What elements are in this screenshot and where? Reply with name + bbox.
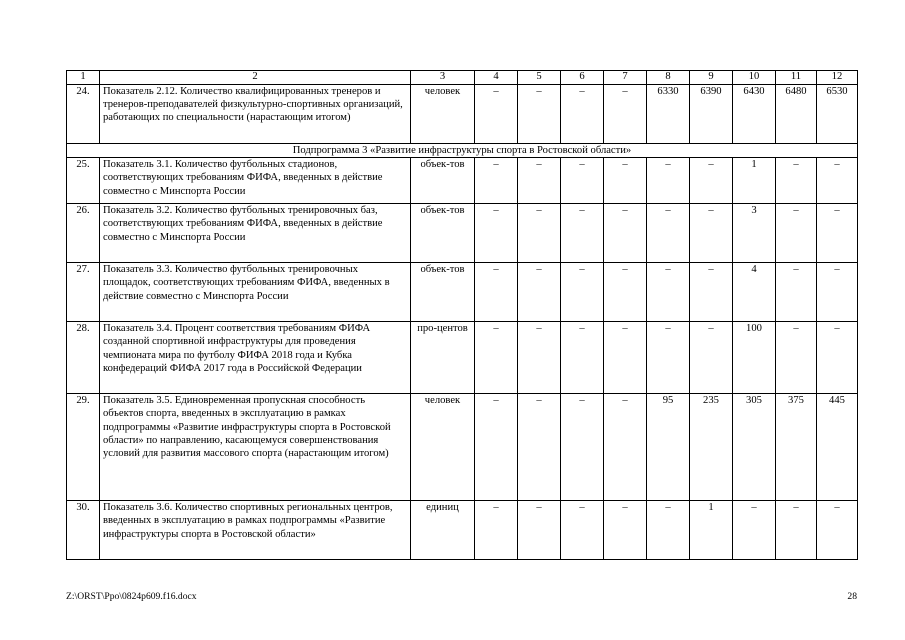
value-cell: – [817,204,858,263]
value-cell: – [518,501,561,560]
value-cell: 4 [733,263,776,322]
column-number-row [67,71,858,85]
table-row [67,394,858,501]
unit-cell: единиц [411,501,475,560]
value-cell: – [817,501,858,560]
value-cell: – [776,322,817,394]
value-cell: – [647,322,690,394]
column-number: 7 [604,71,647,85]
value-cell: – [604,322,647,394]
unit-cell: про-центов [411,322,475,394]
unit-cell: объек-тов [411,263,475,322]
row-number: 30. [67,501,100,560]
row-number: 26. [67,204,100,263]
value-cell: – [690,263,733,322]
table-row [67,322,858,394]
column-number: 6 [561,71,604,85]
value-cell: – [518,322,561,394]
value-cell: – [817,263,858,322]
value-cell: – [561,394,604,501]
value-cell: 375 [776,394,817,501]
indicator-name: Показатель 3.5. Единовременная пропускная способность объектов спорта, введенных в эксплуатацию в рамках подпрограммы «Развитие инфраструктуры спорта в Ростовской области» по направлению, касающемуся совершенствования условий для развития массового спорта (нарастающим итогом) [100,394,411,501]
column-number: 5 [518,71,561,85]
column-number: 4 [475,71,518,85]
value-cell: 235 [690,394,733,501]
row-number: 25. [67,158,100,204]
value-cell: 6480 [776,85,817,144]
table-row [67,501,858,560]
row-number: 29. [67,394,100,501]
value-cell: – [518,263,561,322]
column-number: 2 [100,71,411,85]
value-cell: 305 [733,394,776,501]
row-number: 24. [67,85,100,144]
value-cell: – [561,501,604,560]
value-cell: – [604,204,647,263]
value-cell: – [817,322,858,394]
value-cell: – [604,158,647,204]
row-number: 28. [67,322,100,394]
value-cell: – [604,394,647,501]
file-path: Z:\ORST\Ppo\0824p609.f16.docx [66,591,197,602]
value-cell: – [561,158,604,204]
value-cell: – [647,263,690,322]
value-cell: – [518,158,561,204]
value-cell: – [690,322,733,394]
indicator-name: Показатель 3.4. Процент соответствия требованиям ФИФА созданной спортивной инфраструктуры для проведения чемпионата мира по футболу ФИФА 2018 года и Кубка конфедераций ФИФА 2017 года в Российской Федерации [100,322,411,394]
unit-cell: человек [411,85,475,144]
indicator-name: Показатель 3.3. Количество футбольных тренировочных площадок, соответствующих требованиям ФИФА, введенных в действие совместно с Минспорта России [100,263,411,322]
value-cell: – [647,501,690,560]
value-cell: – [561,322,604,394]
value-cell: – [518,204,561,263]
row-number: 27. [67,263,100,322]
indicator-name: Показатель 3.6. Количество спортивных региональных центров, введенных в эксплуатацию в рамках подпрограммы «Развитие инфраструктуры спорта в Ростовской области» [100,501,411,560]
value-cell: – [561,85,604,144]
value-cell: – [604,85,647,144]
value-cell: 95 [647,394,690,501]
value-cell: – [647,204,690,263]
unit-cell: человек [411,394,475,501]
value-cell: – [733,501,776,560]
unit-cell: объек-тов [411,158,475,204]
value-cell: – [776,158,817,204]
value-cell: – [475,204,518,263]
value-cell: – [776,501,817,560]
value-cell: – [690,158,733,204]
indicator-name: Показатель 3.1. Количество футбольных стадионов, соответствующих требованиям ФИФА, введенных в действие совместно с Минспорта России [100,158,411,204]
column-number: 9 [690,71,733,85]
value-cell: 1 [690,501,733,560]
value-cell: – [518,85,561,144]
value-cell: – [518,394,561,501]
value-cell: – [604,501,647,560]
table-row [67,85,858,144]
value-cell: 3 [733,204,776,263]
value-cell: – [475,263,518,322]
value-cell: – [475,158,518,204]
column-number: 11 [776,71,817,85]
column-number: 8 [647,71,690,85]
table-row [67,204,858,263]
subprogram-title: Подпрограмма 3 «Развитие инфраструктуры спорта в Ростовской области» [67,144,858,158]
column-number: 1 [67,71,100,85]
unit-cell: объек-тов [411,204,475,263]
value-cell: 1 [733,158,776,204]
value-cell: – [647,158,690,204]
value-cell: – [776,263,817,322]
indicator-name: Показатель 2.12. Количество квалифицированных тренеров и тренеров-преподавателей физкультурно-спортивных организаций, работающих по специальности (нарастающим итогом) [100,85,411,144]
value-cell: – [475,501,518,560]
value-cell: 445 [817,394,858,501]
value-cell: 100 [733,322,776,394]
page-number: 28 [847,591,857,602]
subprogram-header-row [67,144,858,158]
value-cell: 6390 [690,85,733,144]
column-number: 10 [733,71,776,85]
value-cell: – [690,204,733,263]
value-cell: – [561,204,604,263]
value-cell: – [776,204,817,263]
column-number: 12 [817,71,858,85]
value-cell: – [475,322,518,394]
value-cell: – [817,158,858,204]
column-number: 3 [411,71,475,85]
indicators-table [66,70,858,560]
value-cell: – [604,263,647,322]
table-row [67,158,858,204]
value-cell: 6330 [647,85,690,144]
table-row [67,263,858,322]
value-cell: 6430 [733,85,776,144]
value-cell: – [561,263,604,322]
value-cell: – [475,394,518,501]
indicator-name: Показатель 3.2. Количество футбольных тренировочных баз, соответствующих требованиям ФИФА, введенных в действие совместно с Минспорта России [100,204,411,263]
value-cell: – [475,85,518,144]
value-cell: 6530 [817,85,858,144]
